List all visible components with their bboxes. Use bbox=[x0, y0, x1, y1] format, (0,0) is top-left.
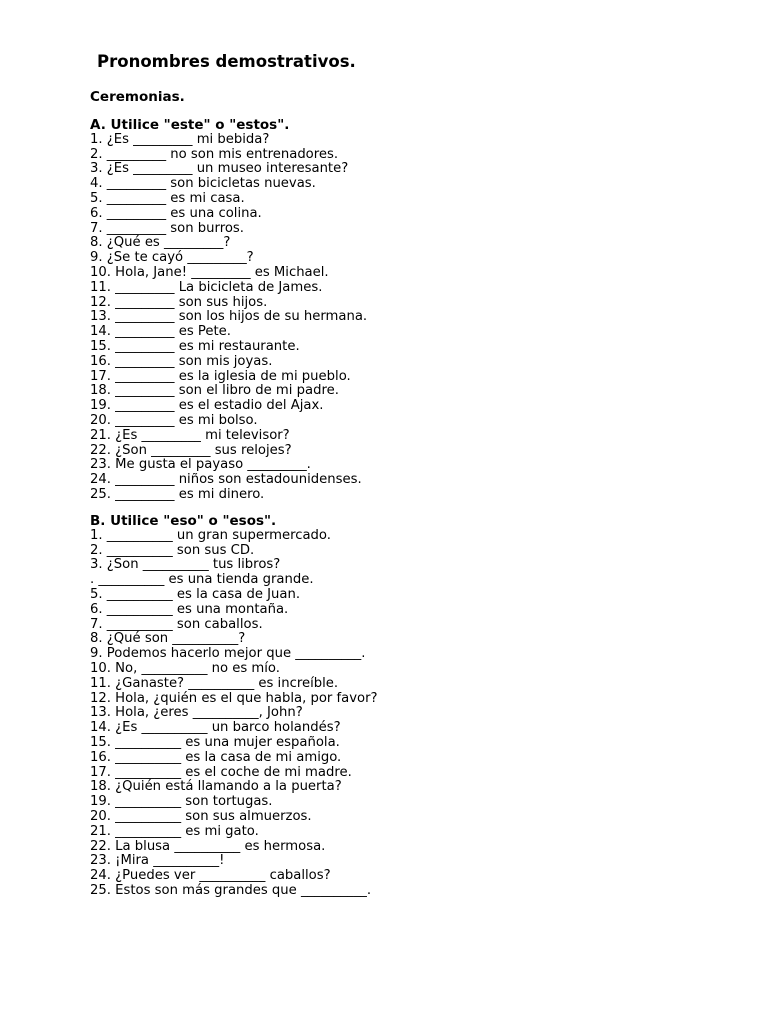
exercise-item: 8. ¿Qué es _________? bbox=[90, 235, 231, 251]
exercise-item: 17. _________ es la iglesia de mi pueblo. bbox=[90, 368, 351, 384]
exercise-item: 5. _________ es mi casa. bbox=[90, 190, 245, 206]
section-b-heading: B. Utilice "eso" o "esos". bbox=[90, 513, 277, 529]
exercise-item: 7. __________ son caballos. bbox=[90, 616, 263, 632]
exercise-item: 6. _________ es una colina. bbox=[90, 205, 262, 221]
exercise-item: 1. __________ un gran supermercado. bbox=[90, 527, 331, 543]
section-a-items bbox=[90, 133, 367, 503]
exercise-item: 16. __________ es la casa de mi amigo. bbox=[90, 749, 342, 765]
exercise-item: . __________ es una tienda grande. bbox=[90, 572, 314, 588]
exercise-item: 19. __________ son tortugas. bbox=[90, 794, 273, 810]
exercise-item: 9. Podemos hacerlo mejor que __________. bbox=[90, 646, 366, 662]
exercise-item: 3. ¿Son __________ tus libros? bbox=[90, 557, 281, 573]
exercise-item: 11. ¿Ganaste? __________ es increíble. bbox=[90, 675, 339, 691]
exercise-item: 18. ¿Quién está llamando a la puerta? bbox=[90, 779, 342, 795]
exercise-item: 10. Hola, Jane! _________ es Michael. bbox=[90, 264, 329, 280]
section-b bbox=[90, 514, 378, 899]
exercise-item: 14. ¿Es __________ un barco holandés? bbox=[90, 720, 341, 736]
exercise-item: 23. ¡Mira __________! bbox=[90, 853, 225, 869]
exercise-item: 25. _________ es mi dinero. bbox=[90, 486, 265, 502]
exercise-item: 15. __________ es una mujer española. bbox=[90, 734, 340, 750]
exercise-item: 23. Me gusta el payaso _________. bbox=[90, 457, 311, 473]
exercise-item: 6. __________ es una montaña. bbox=[90, 601, 289, 617]
page-title: Pronombres demostrativos. bbox=[97, 52, 356, 71]
page-subtitle: Ceremonias. bbox=[90, 89, 185, 105]
exercise-item: 20. _________ es mi bolso. bbox=[90, 412, 258, 428]
exercise-item: 18. _________ son el libro de mi padre. bbox=[90, 383, 339, 399]
exercise-item: 15. _________ es mi restaurante. bbox=[90, 338, 300, 354]
exercise-item: 10. No, __________ no es mío. bbox=[90, 660, 280, 676]
section-b-items bbox=[90, 529, 378, 899]
exercise-item: 3. ¿Es _________ un museo interesante? bbox=[90, 161, 349, 177]
exercise-item: 21. ¿Es _________ mi televisor? bbox=[90, 427, 290, 443]
exercise-item: 21. __________ es mi gato. bbox=[90, 823, 259, 839]
exercise-item: 5. __________ es la casa de Juan. bbox=[90, 586, 301, 602]
exercise-item: 12. _________ son sus hijos. bbox=[90, 294, 268, 310]
exercise-item: 2. _________ no son mis entrenadores. bbox=[90, 146, 339, 162]
exercise-item: 2. __________ son sus CD. bbox=[90, 542, 255, 558]
section-a-heading: A. Utilice "este" o "estos". bbox=[90, 117, 290, 133]
section-a bbox=[90, 118, 367, 503]
exercise-item: 19. _________ es el estadio del Ajax. bbox=[90, 398, 324, 414]
exercise-item: 22. La blusa __________ es hermosa. bbox=[90, 838, 326, 854]
exercise-item: 4. _________ son bicicletas nuevas. bbox=[90, 176, 316, 192]
exercise-item: 13. Hola, ¿eres __________, John? bbox=[90, 705, 303, 721]
exercise-item: 25. Estos son más grandes que __________. bbox=[90, 882, 372, 898]
exercise-item: 20. __________ son sus almuerzos. bbox=[90, 808, 312, 824]
exercise-item: 9. ¿Se te cayó _________? bbox=[90, 250, 254, 266]
exercise-item: 8. ¿Qué son __________? bbox=[90, 631, 246, 647]
exercise-item: 16. _________ son mis joyas. bbox=[90, 353, 273, 369]
exercise-item: 7. _________ son burros. bbox=[90, 220, 244, 236]
exercise-item: 1. ¿Es _________ mi bebida? bbox=[90, 131, 270, 147]
exercise-item: 11. _________ La bicicleta de James. bbox=[90, 279, 323, 295]
exercise-item: 24. ¿Puedes ver __________ caballos? bbox=[90, 868, 331, 884]
exercise-item: 24. _________ niños son estadounidenses. bbox=[90, 472, 362, 488]
exercise-item: 14. _________ es Pete. bbox=[90, 324, 231, 340]
exercise-item: 13. _________ son los hijos de su hermana. bbox=[90, 309, 368, 325]
exercise-item: 17. __________ es el coche de mi madre. bbox=[90, 764, 352, 780]
exercise-item: 22. ¿Son _________ sus relojes? bbox=[90, 442, 292, 458]
exercise-item: 12. Hola, ¿quién es el que habla, por favor? bbox=[90, 690, 378, 706]
